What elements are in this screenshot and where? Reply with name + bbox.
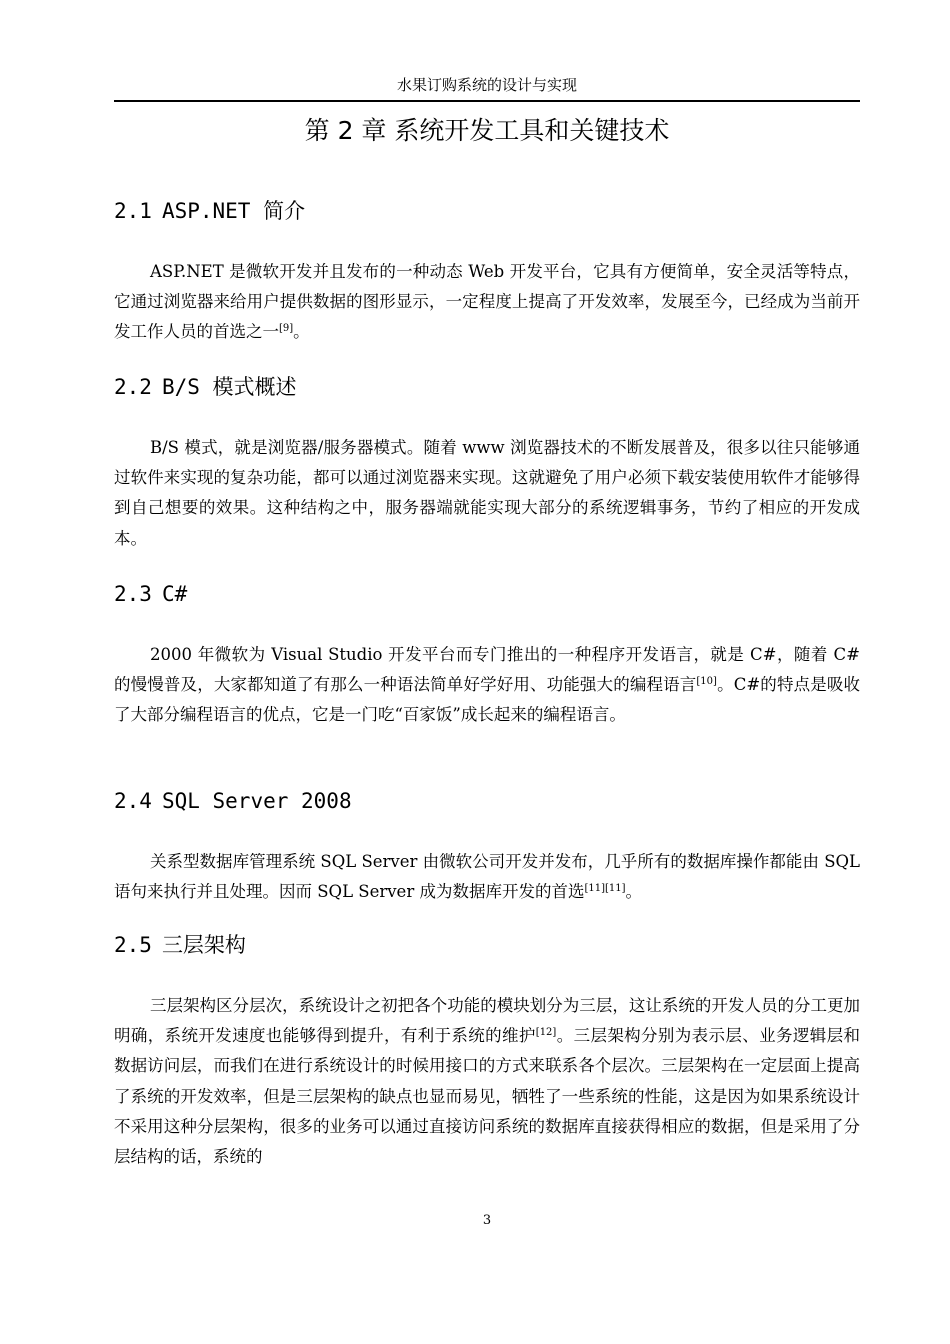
section-heading-2-5 <box>114 930 860 960</box>
citation: [12] <box>535 1027 557 1039</box>
paragraph-2-5 <box>114 991 860 1172</box>
paragraph-text-end: 。 <box>625 882 643 902</box>
paragraph-text: 关系型数据库管理系统 SQL Server 由微软公司开发并发布，几乎所有的数据库操作都能由 SQL 语句来执行并且处理。因而 SQL Server 成为数据库开发的首选 <box>114 852 860 902</box>
chapter-title: 第 2 章 系统开发工具和关键技术 <box>304 116 670 145</box>
paragraph-2-3 <box>114 640 860 731</box>
citation: [11][11] <box>584 883 626 895</box>
section-title: B/S 模式概述 <box>161 375 297 399</box>
section-number: 2.5 <box>114 933 152 957</box>
running-header: 水果订购系统的设计与实现 <box>396 76 577 94</box>
section-title: C# <box>161 582 188 606</box>
paragraph-text: 三层架构区分层次，系统设计之初把各个功能的模块划分为三层，这让系统的开发人员的分工更加明确，系统开发速度也能够得到提升，有利于系统的维护 <box>114 996 860 1046</box>
section-heading-2-1 <box>114 196 860 226</box>
section-heading-2-2 <box>114 372 860 402</box>
section-number: 2.3 <box>114 582 152 606</box>
section-number: 2.4 <box>114 789 152 813</box>
section-heading-2-4 <box>114 786 860 816</box>
paragraph-text: ASP.NET 是微软开发并且发布的一种动态 Web 开发平台，它具有方便简单，安全灵活等特点，它通过浏览器来给用户提供数据的图形显示，一定程度上提高了开发效率，发展至今，已经成为当前开发工作人员的首选之一 <box>114 262 860 342</box>
section-heading-2-3 <box>114 579 860 609</box>
paragraph-text-end: 。 <box>293 322 310 342</box>
paragraph-text: 2000 年微软为 Visual Studio 开发平台而专门推出的一种程序开发语言，就是 C#，随着 C#的慢慢普及，大家都知道了有那么一种语法简单好学好用、功能强大的编程语言 <box>114 645 860 695</box>
section-title: SQL Server 2008 <box>161 789 352 813</box>
paragraph-text: B/S 模式，就是浏览器/服务器模式。随着 www 浏览器技术的不断发展普及，很多以往只能够通过软件来实现的复杂功能，都可以通过浏览器来实现。这就避免了用户必须下载安装使用软件才能够得到自己想要的效果。这种结构之中，服务器端就能实现大部分的系统逻辑事务，节约了相应的开发成本。 <box>114 438 860 548</box>
section-title: ASP.NET 简介 <box>161 199 306 223</box>
section-number: 2.2 <box>114 375 152 399</box>
citation: [10] <box>696 676 717 688</box>
page-number: 3 <box>482 1213 492 1228</box>
header-rule <box>114 100 860 102</box>
section-number: 2.1 <box>114 199 152 223</box>
citation: [9] <box>279 323 294 335</box>
paragraph-2-4 <box>114 847 860 907</box>
paragraph-2-1 <box>114 257 860 348</box>
section-title: 三层架构 <box>161 933 246 957</box>
paragraph-text-end: 。三层架构分别为表示层、业务逻辑层和数据访问层，而我们在进行系统设计的时候用接口的方式来联系各个层次。三层架构在一定层面上提高了系统的开发效率，但是三层架构的缺点也显而易见，牺牲了一些系统的性能，这是因为如果系统设计不采用这种分层架构，很多的业务可以通过直接访问系统的数据库直接获得相应的数据，但是采用了分层结构的话，系统的 <box>114 1026 861 1167</box>
paragraph-2-2 <box>114 433 860 554</box>
paragraph-text-end: 。C#的特点是吸收了大部分编程语言的优点，它是一门吃“百家饭”成长起来的编程语言。 <box>114 675 861 725</box>
